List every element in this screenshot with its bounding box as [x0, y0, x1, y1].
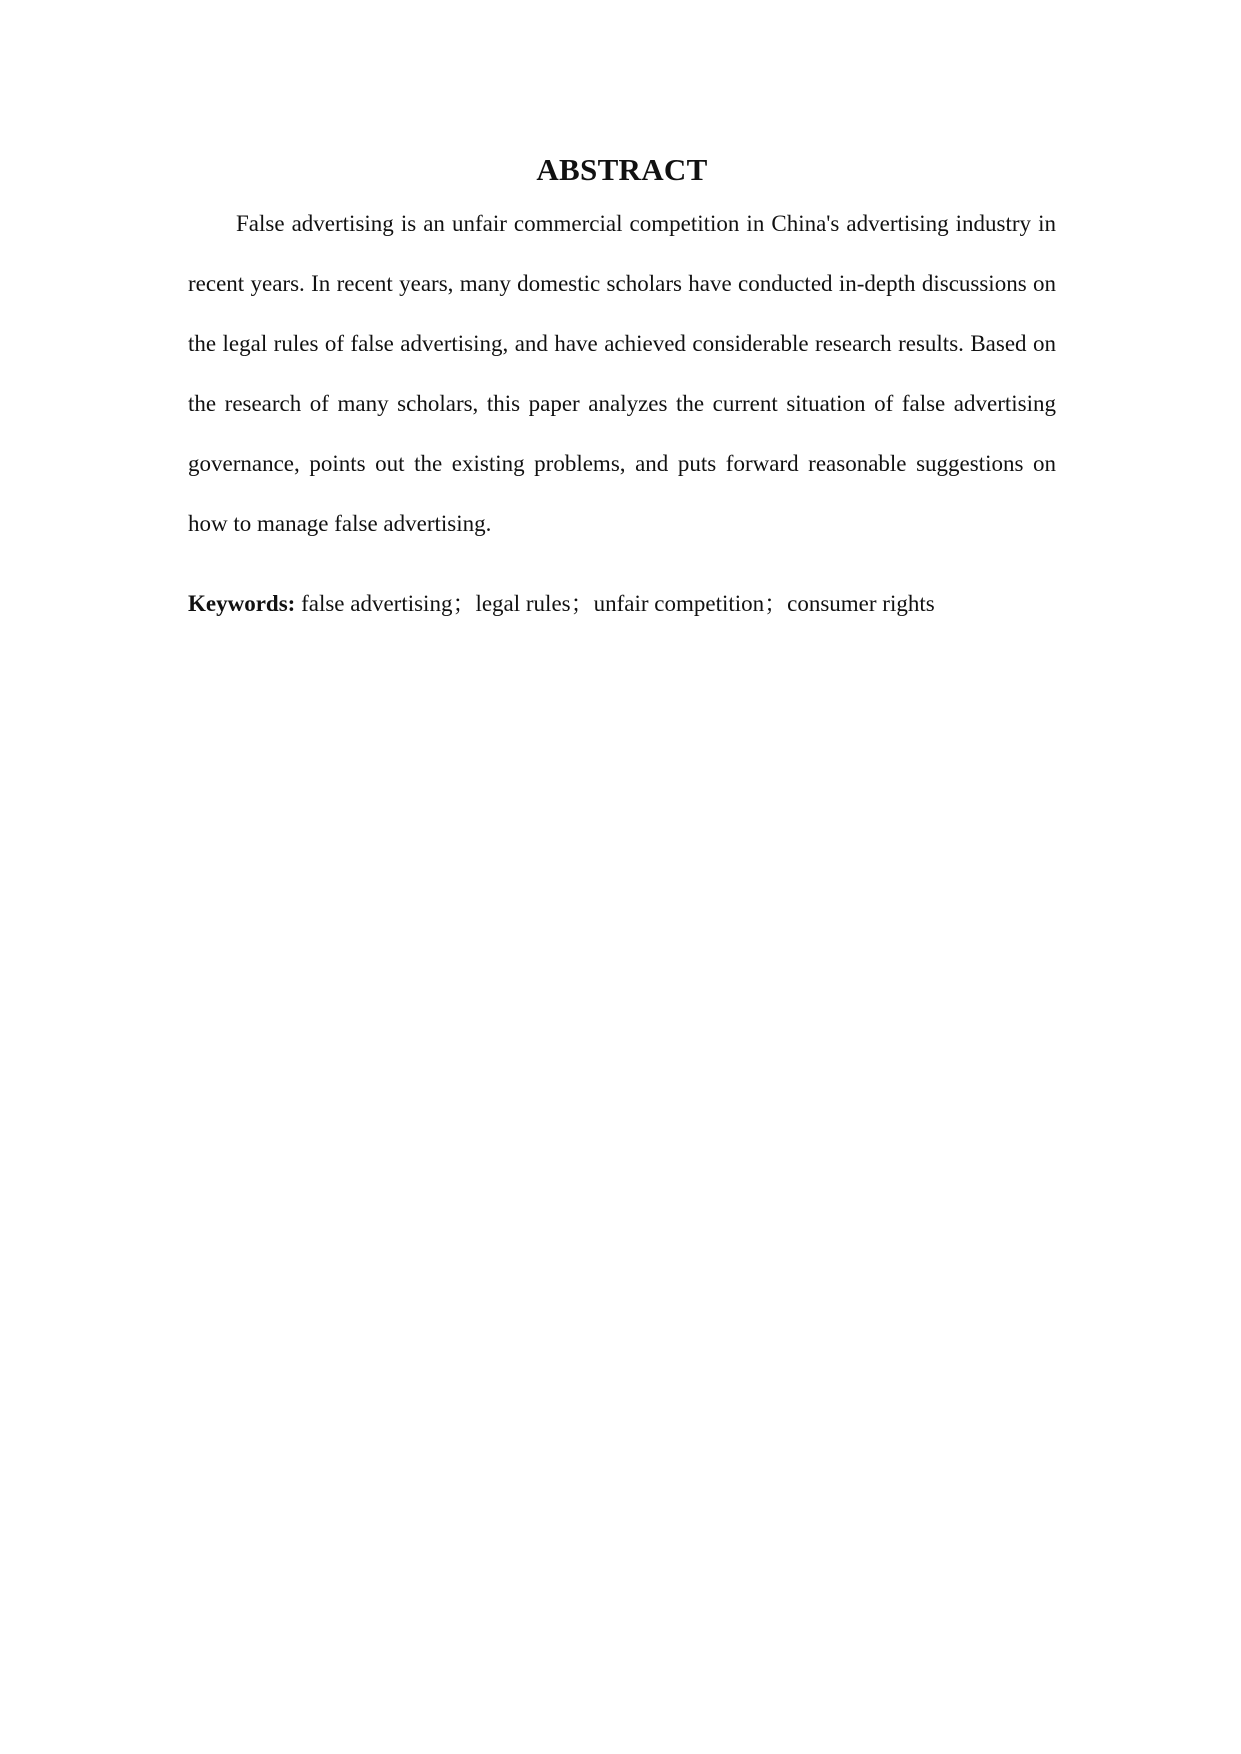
keywords-line — [188, 588, 1056, 620]
abstract-paragraph: False advertising is an unfair commercial competition in China's advertising industry in recent years. In recent years, many domestic scholars have conducted in-depth discussions on the legal rules of false advertising, and have achieved considerable research results. Based on the research of many scholars, this paper analyzes the current situation of false advertising governance, points out the existing problems, and puts forward reasonable suggestions on how to manage false advertising. — [188, 211, 1056, 536]
page-title: ABSTRACT — [536, 152, 708, 187]
keywords-text: false advertising；legal rules；unfair competition；consumer rights — [295, 591, 935, 616]
abstract-section — [188, 150, 1056, 620]
keywords-label: Keywords: — [188, 591, 296, 616]
